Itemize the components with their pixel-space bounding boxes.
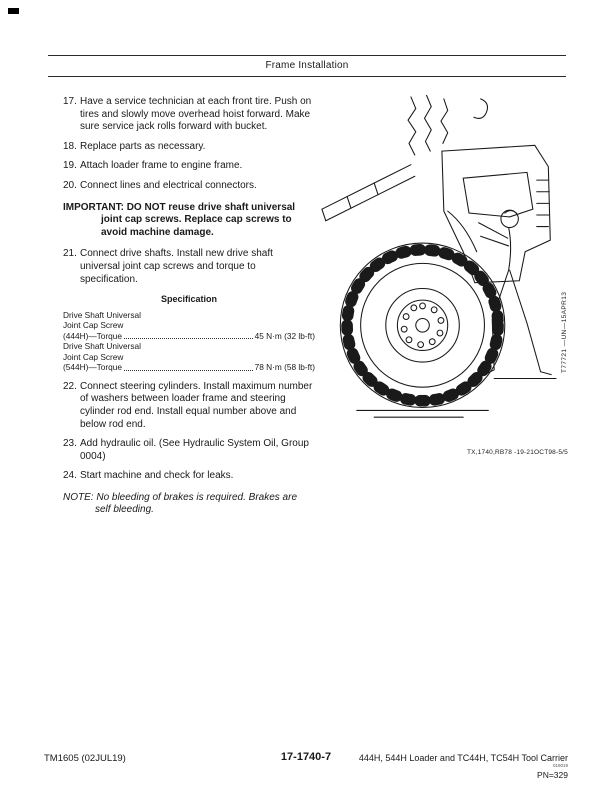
- step-20: [63, 180, 315, 193]
- spec-line: Joint Cap Screw: [63, 320, 124, 331]
- step-number: 20.: [63, 179, 77, 191]
- spec-line: Drive Shaft Universal: [63, 309, 141, 320]
- running-header: [48, 55, 566, 77]
- note-body: No bleeding of brakes is required. Brakes are self bleeding.: [93, 491, 298, 516]
- step-text: Attach loader frame to engine frame.: [80, 160, 243, 172]
- step-number: 24.: [63, 470, 77, 482]
- step-number: 17.: [63, 96, 77, 107]
- spec-line: Joint Cap Screw: [63, 351, 124, 362]
- step-text: Have a service technician at each front tire. Push on tires and slowly move overhead hoist forward. Make sure service jack rolls forward with bucket.: [80, 96, 312, 133]
- note-label: NOTE:: [63, 491, 94, 503]
- step-21: [63, 248, 315, 286]
- footer-pn-number: PN=329: [537, 770, 568, 780]
- step-22: [63, 381, 315, 431]
- footer-page-number: 17-1740-7: [280, 751, 332, 763]
- spec-label: (444H)—Torque: [63, 330, 123, 341]
- step-text: Start machine and check for leaks.: [80, 470, 234, 482]
- step-number: 22.: [63, 380, 77, 392]
- leader-dots: [124, 338, 253, 339]
- specification-title: Specification: [160, 294, 217, 305]
- line-art-drawing: [318, 95, 560, 453]
- step-number: 23.: [63, 438, 77, 450]
- step-text: Connect steering cylinders. Install maximum number of washers between loader frame and steering cylinder rod end. Install equal number above and below rod end.: [80, 380, 313, 430]
- spec-line: Drive Shaft Universal: [63, 341, 141, 352]
- step-number: 19.: [63, 160, 77, 172]
- spec-value: 78 N·m (58 lb-ft): [254, 362, 315, 373]
- footer-model-text: 444H, 544H Loader and TC44H, TC54H Tool Carrier: [358, 753, 568, 763]
- registration-mark: [8, 8, 19, 14]
- step-text: Connect lines and electrical connectors.: [80, 179, 257, 191]
- important-notice: [63, 202, 315, 240]
- spec-entry-444h: [63, 310, 315, 342]
- step-number: 21.: [63, 248, 77, 260]
- illustration-loader-frame-installation: [318, 95, 560, 453]
- figure-caption: TX,1740,RB78 -19-21OCT98-5/5: [467, 449, 568, 456]
- page-title: Frame Installation: [265, 60, 349, 71]
- step-19: [63, 160, 315, 173]
- spec-entry-544h: [63, 341, 315, 373]
- step-text: Replace parts as necessary.: [80, 140, 206, 152]
- leader-dots: [124, 370, 253, 371]
- step-24: [63, 470, 315, 483]
- important-text: DO NOT reuse drive shaft universal joint cap screws. Replace cap screws to avoid machine damage.: [101, 201, 296, 238]
- note-text: [63, 492, 315, 517]
- spec-value: 45 N·m (32 lb-ft): [254, 330, 315, 341]
- figure-id-code: T77721 —UN—15APR13: [561, 291, 568, 373]
- step-23: [63, 438, 315, 463]
- step-18: [63, 141, 315, 154]
- footer-manual-number: TM1605 (02JUL19): [44, 753, 126, 764]
- footer-print-code: 019019: [552, 763, 568, 768]
- step-number: 18.: [63, 140, 77, 152]
- step-text: Add hydraulic oil. (See Hydraulic System Oil, Group 0004): [80, 438, 309, 462]
- footer-model-info: [359, 753, 568, 780]
- procedure-text-column: [63, 96, 315, 517]
- step-17: [63, 96, 315, 134]
- specification-block: [63, 293, 315, 373]
- step-text: Connect drive shafts. Install new drive shaft universal joint cap screws and torque to specification.: [80, 248, 273, 285]
- important-label: IMPORTANT:: [63, 201, 124, 213]
- spec-label: (544H)—Torque: [63, 362, 123, 373]
